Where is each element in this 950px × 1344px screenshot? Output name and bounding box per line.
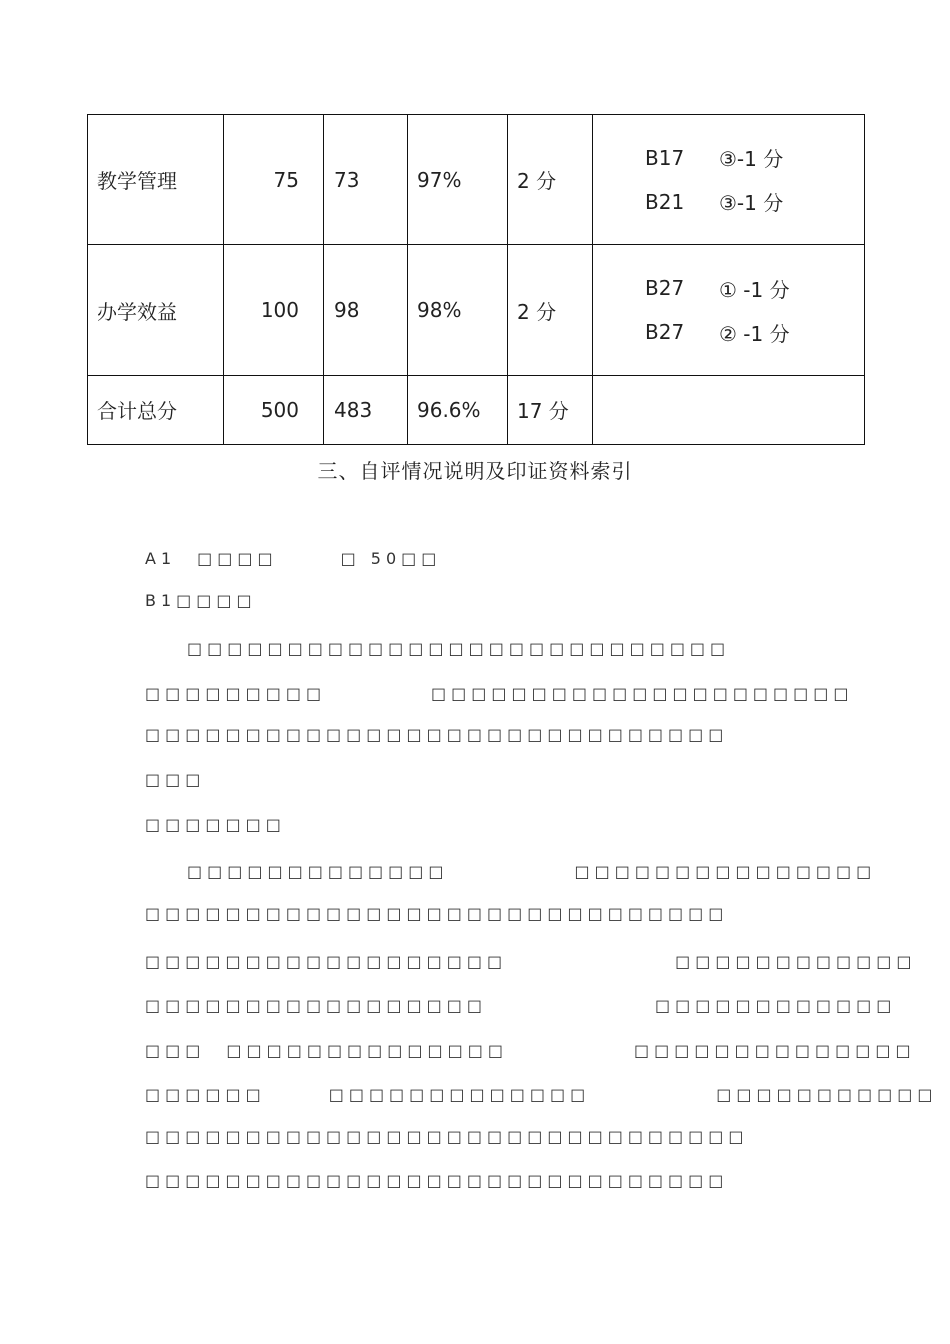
body-line: □□□□□□□□□□□□□□□□□□ □□□□□□□□□□□□	[145, 952, 917, 971]
note-code: B27	[645, 320, 685, 345]
table-row	[88, 245, 865, 375]
body-line: A1 □□□□ □ 50□□	[145, 549, 442, 568]
row-item: 办学效益	[88, 245, 224, 375]
body-line: □□□□□□□□□□□□□□□□□□□□□□□□□□□□□	[145, 725, 729, 744]
row-rate: 97%	[408, 115, 508, 245]
table-row	[88, 115, 865, 245]
body-line: □□□□□□□□□□□□□□□□□□□□□□□□□□□□□	[145, 1171, 729, 1190]
row-got-score: 483	[324, 375, 408, 444]
row-got-score: 98	[324, 245, 408, 375]
note-code: B17	[645, 145, 685, 170]
note-line	[645, 310, 864, 354]
body-line: B1□□□□	[145, 591, 257, 610]
section-heading: 三、自评情况说明及印证资料索引	[317, 459, 633, 483]
body-line: □□□□□□□	[145, 815, 286, 834]
row-item: 教学管理	[88, 115, 224, 245]
note-line	[645, 180, 864, 224]
row-rate: 96.6%	[408, 375, 508, 444]
row-full-score: 500	[224, 375, 324, 444]
row-loss: 17 分	[508, 375, 593, 444]
note-code: B27	[645, 276, 685, 301]
row-loss: 2 分	[508, 245, 593, 375]
score-table	[87, 114, 865, 445]
row-full-score: 75	[224, 115, 324, 245]
body-line: □□□□□□□□□□□□□□□□□□□□□□□□□□□□□	[145, 904, 729, 923]
row-full-score: 100	[224, 245, 324, 375]
body-line: □□□	[145, 770, 206, 789]
body-line: □□□□□□□□□□□□□□□□□□□□□□□□□□□	[145, 639, 731, 658]
note-detail: ① -1 分	[719, 277, 790, 302]
body-line: □□□□□□□□□□□□□□□□□ □□□□□□□□□□□□	[145, 996, 897, 1015]
row-loss: 2 分	[508, 115, 593, 245]
note-detail: ② -1 分	[719, 321, 790, 346]
note-code: B21	[645, 189, 685, 214]
body-line: □□□□□□ □□□□□□□□□□□□□ □□□□□□□□□□□	[145, 1085, 938, 1104]
body-line: □□□□□□□□□□□□□ □□□□□□□□□□□□□□□	[145, 862, 877, 881]
note-detail: ③-1 分	[719, 191, 784, 216]
body-line: □□□ □□□□□□□□□□□□□□ □□□□□□□□□□□□□□	[145, 1041, 916, 1060]
note-detail: ③-1 分	[719, 147, 784, 172]
row-got-score: 73	[324, 115, 408, 245]
row-notes	[593, 375, 865, 444]
row-rate: 98%	[408, 245, 508, 375]
row-notes	[593, 245, 865, 375]
body-line: □□□□□□□□□□□□□□□□□□□□□□□□□□□□□□	[145, 1127, 749, 1146]
row-item: 合计总分	[88, 375, 224, 444]
note-line	[645, 136, 864, 180]
table-row	[88, 375, 865, 444]
note-line	[645, 266, 864, 310]
row-notes	[593, 115, 865, 245]
body-line: □□□□□□□□□ □□□□□□□□□□□□□□□□□□□□□	[145, 684, 854, 703]
